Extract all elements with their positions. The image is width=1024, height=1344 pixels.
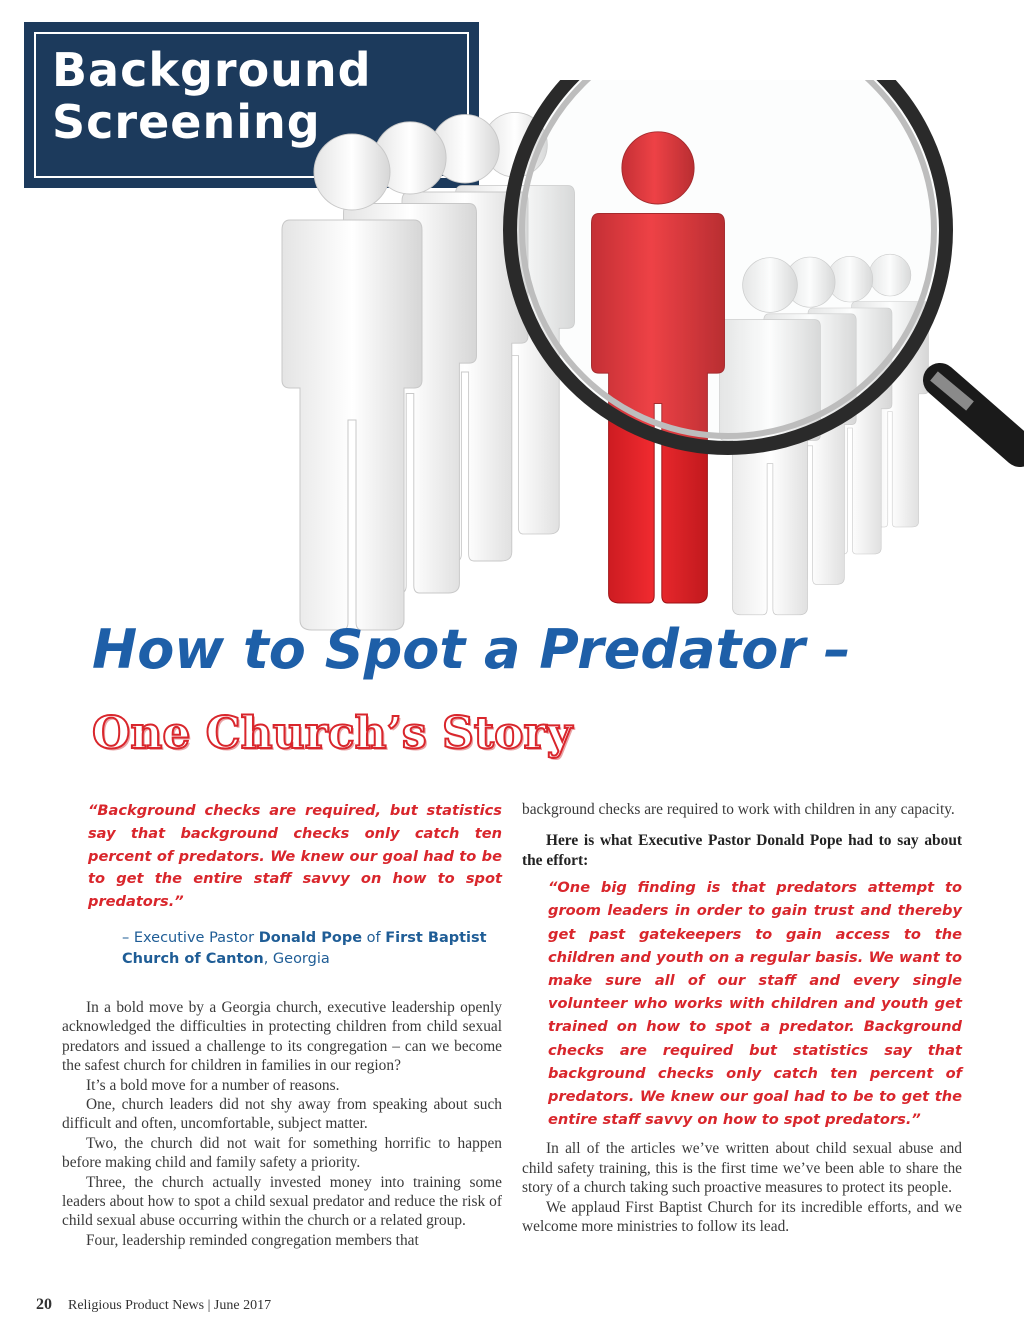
article-subheadline: One Church’s Story	[92, 708, 573, 759]
left-body-text	[62, 998, 502, 1250]
page-footer	[36, 1296, 271, 1314]
attribution-name: Donald Pope	[258, 929, 363, 946]
pull-quote: “Background checks are required, but statistics say that background checks only catch ten percent of predators. We knew our goal had to be to get the entire staff savvy on how to spot predators.”	[88, 802, 502, 911]
right-column	[522, 800, 962, 1236]
attribution-location: , Georgia	[263, 950, 330, 967]
page-number: 20	[36, 1296, 52, 1313]
badge-line-2: Screening	[52, 95, 321, 149]
article-headline: How to Spot a Predator –	[92, 618, 851, 681]
predator-illustration	[250, 80, 1024, 640]
body-paragraph: We applaud First Baptist Church for its incredible efforts, and we welcome more ministries to follow its lead.	[522, 1198, 962, 1236]
quote-lead-in: Here is what Executive Pastor Donald Pope had to say about the effort:	[522, 832, 962, 869]
badge-line-1: Background	[52, 43, 372, 97]
body-paragraph: background checks are required to work with children in any capacity.	[522, 801, 955, 818]
attribution-church: First Baptist Church of Canton	[122, 929, 487, 967]
body-paragraph: In all of the articles we’ve written about child sexual abuse and child safety training, this is the first time we’ve been able to share the story of a church taking such proactive measures to protect its people.	[522, 1140, 962, 1197]
body-paragraph: Three, the church actually invested money into training some leaders about how to spot a child sexual predator and reduce the risk of child sexual abuse occurring within the church or a related group.	[62, 1173, 502, 1230]
right-body-text	[522, 1139, 962, 1236]
body-paragraph: In a bold move by a Georgia church, executive leadership openly acknowledged the difficulties in protecting children from child sexual predators and issued a challenge to its congregation – can we become the safest church for children in families in our region?	[62, 998, 502, 1075]
body-paragraph: It’s a bold move for a number of reasons.	[86, 1076, 340, 1094]
body-paragraph: One, church leaders did not shy away from speaking about such difficult and often, uncomfortable, subject matter.	[62, 1096, 502, 1133]
attribution-of: of	[362, 929, 386, 946]
magnifying-glass-icon	[510, 80, 1020, 450]
body-paragraph: Two, the church did not wait for something horrific to happen before making child and family safety a priority.	[62, 1134, 502, 1172]
publication-info: Religious Product News | June 2017	[68, 1298, 272, 1313]
attribution-prefix: – Executive Pastor	[122, 929, 259, 946]
body-paragraph: Four, leadership reminded congregation members that	[86, 1231, 419, 1249]
pastor-quote: “One big finding is that predators attempt to groom leaders in order to gain trust and thereby get past gatekeepers to gain access to the children and youth on a regular basis. We want to make sure all of our staff and every single volunteer who works with children and youth get trained on how to spot a predator. Background checks are required but statistics say that background checks only catch ten percent of predators. We knew our goal had to be to get the entire staff savvy on how to spot predators.”	[548, 879, 962, 1129]
quote-attribution	[122, 928, 502, 970]
left-column	[62, 800, 502, 1250]
right-continuation	[522, 800, 962, 819]
